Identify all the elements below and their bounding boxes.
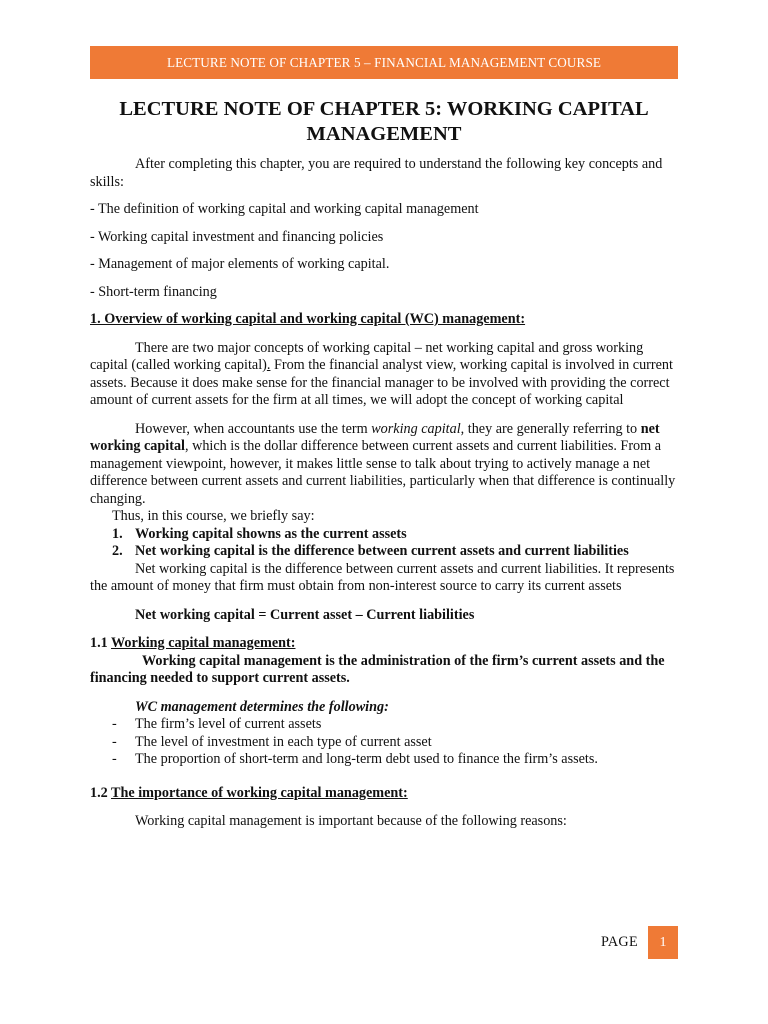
- wc-list: [90, 716, 678, 769]
- header-banner: LECTURE NOTE OF CHAPTER 5 – FINANCIAL MANAGEMENT COURSE: [90, 46, 678, 79]
- section-1-paragraph-1: There are two major concepts of working capital – net working capital and gross working capital (called working capital). From the financial analyst view, working capital is involved in current assets. Because it does make sense for the financial manager to be involved with providing the correct amount of current assets for the firm at all times, we will adopt the concept of working capital: [90, 339, 673, 408]
- section-1-heading: 1. Overview of working capital and working capital (WC) management:: [90, 311, 526, 327]
- section-1-2-heading: 1.2 The importance of working capital management:: [90, 784, 408, 801]
- section-1-1-definition: Working capital management is the administration of the firm’s current assets and the financing needed to support current assets.: [90, 652, 665, 686]
- page-number: 1: [648, 926, 678, 959]
- section-1-paragraph-3: Net working capital is the difference between current assets and current liabilities. It represents the amount of money that firm must obtain from non-interest source to carry its current assets: [90, 560, 675, 594]
- key-item: - Management of major elements of working capital.: [90, 256, 390, 272]
- key-item: - Short-term financing: [90, 283, 217, 300]
- list-item: 2. Net working capital is the difference between current assets and current liabilities: [112, 543, 629, 559]
- intro-paragraph: After completing this chapter, you are required to understand the following key concepts and skills:: [90, 156, 663, 190]
- wc-lead: WC management determines the following:: [135, 698, 389, 715]
- section-1-2-intro: Working capital management is important because of the following reasons:: [135, 813, 567, 829]
- numbered-list: [90, 526, 678, 561]
- section-1-paragraph-2: However, when accountants use the term working capital, they are generally referring to net working capital, which is the dollar difference between current assets and current liabilities. From a management viewpoint, however, it makes little sense to talk about trying to actively manage a net difference between current assets and current liabilities, particularly when that difference is continually changing.: [90, 420, 676, 507]
- key-item: - Working capital investment and financing policies: [90, 228, 384, 245]
- list-item: 1. Working capital showns as the current assets: [112, 525, 407, 542]
- thus-line: Thus, in this course, we briefly say:: [112, 508, 315, 524]
- list-item: - The firm’s level of current assets: [112, 716, 322, 732]
- section-1-1-heading: 1.1 Working capital management:: [90, 635, 296, 651]
- list-item: - The proportion of short-term and long-term debt used to finance the firm’s assets.: [112, 751, 598, 767]
- document-body: [90, 97, 678, 831]
- key-item: - The definition of working capital and working capital management: [90, 201, 479, 217]
- document-title: LECTURE NOTE OF CHAPTER 5: WORKING CAPITAL MANAGEMENT: [119, 98, 649, 145]
- formula: Net working capital = Current asset – Current liabilities: [135, 606, 475, 623]
- list-item: - The level of investment in each type of current asset: [112, 733, 432, 750]
- page-label: PAGE: [601, 934, 638, 950]
